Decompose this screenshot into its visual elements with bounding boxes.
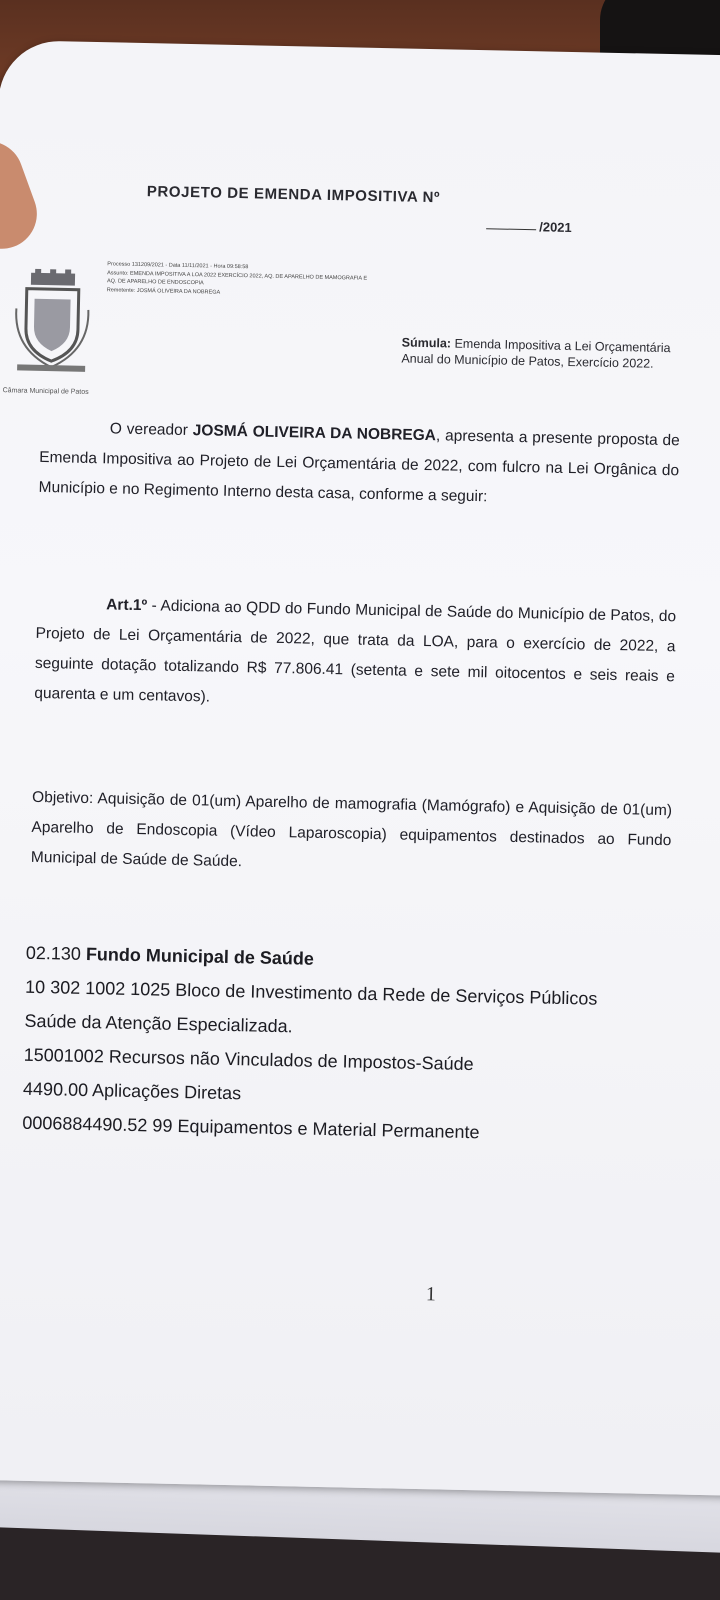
budget-line: 4490.00 Aplicações Diretas	[22, 1078, 242, 1104]
sumula-label: Súmula:	[401, 335, 452, 351]
intro-paragraph	[38, 413, 680, 516]
budget-lines	[22, 936, 706, 1154]
sumula-text: Emenda Impositiva a Lei Orçamentária Anual do Município de Patos, Exercício 2022.	[401, 336, 671, 371]
municipal-crest-icon	[11, 268, 93, 380]
budget-line: Saúde da Atenção Especializada.	[24, 1010, 293, 1037]
protocol-line: Processo 131209/2021 - Data 11/11/2021 - Hora 09:58:58	[107, 261, 249, 271]
document-page	[0, 40, 720, 1496]
article-1-paragraph	[34, 589, 676, 722]
protocol-stamp	[107, 260, 368, 299]
document-title: PROJETO DE EMENDA IMPOSITIVA Nº	[146, 183, 441, 207]
budget-line: 0006884490.52 99 Equipamentos e Material Permanente	[22, 1112, 480, 1143]
budget-line: 10 302 1002 1025 Bloco de Investimento da Rede de Serviços Públicos	[24, 976, 598, 1009]
objective-paragraph: Objetivo: Aquisição de 01(um) Aparelho de mamografia (Mamógrafo) e Aquisição de 01(um) Aparelho de Endoscopia (Vídeo Laparoscopia) equipamentos destinados ao Fundo Municipal de Saúde de Saúde.	[30, 788, 673, 871]
article-label: Art.1º	[106, 596, 148, 615]
sumula-block	[401, 334, 672, 372]
intro-pre: O vereador	[109, 420, 193, 440]
intro-post: , apresenta a presente proposta de Emenda Impositiva ao Projeto de Lei Orçamentária de 2022, com fulcro na Lei Orgânica do Município e no Regimento Interno desta casa, conforme a seguir:	[38, 427, 680, 506]
article-text: - Adiciona ao QDD do Fundo Municipal de Saúde do Município de Patos, do Projeto de Lei Orçamentária de 2022, que trata da LOA, para o exercício de 2022, a seguinte dotação totalizando R$ 77.806.41 (setenta e sete mil oitocentos e seis reais e quarenta e um centavos).	[34, 597, 677, 706]
budget-line: 15001002 Recursos não Vinculados de Impostos-Saúde	[23, 1044, 474, 1075]
sender-line: Remetente: JOSMÁ OLIVEIRA DA NOBREGA	[106, 286, 221, 296]
number-blank-line	[486, 228, 536, 230]
page-number: 1	[425, 1283, 437, 1306]
subject-line: Assunto: EMENDA IMPOSITIVA A LOA 2022 EXERCÍCIO 2022, AQ. DE APARELHO DE MAMOGRAFIA E AQ. DE APARELHO DE ENDOSCOPIA	[106, 269, 368, 287]
document-year: /2021	[539, 219, 572, 236]
councilor-name: JOSMÁ OLIVEIRA DA NOBREGA	[192, 422, 437, 445]
fund-name: Fundo Municipal de Saúde	[85, 944, 315, 969]
fund-code: 02.130	[25, 942, 87, 964]
crest-caption: Câmara Municipal de Patos	[2, 387, 89, 396]
